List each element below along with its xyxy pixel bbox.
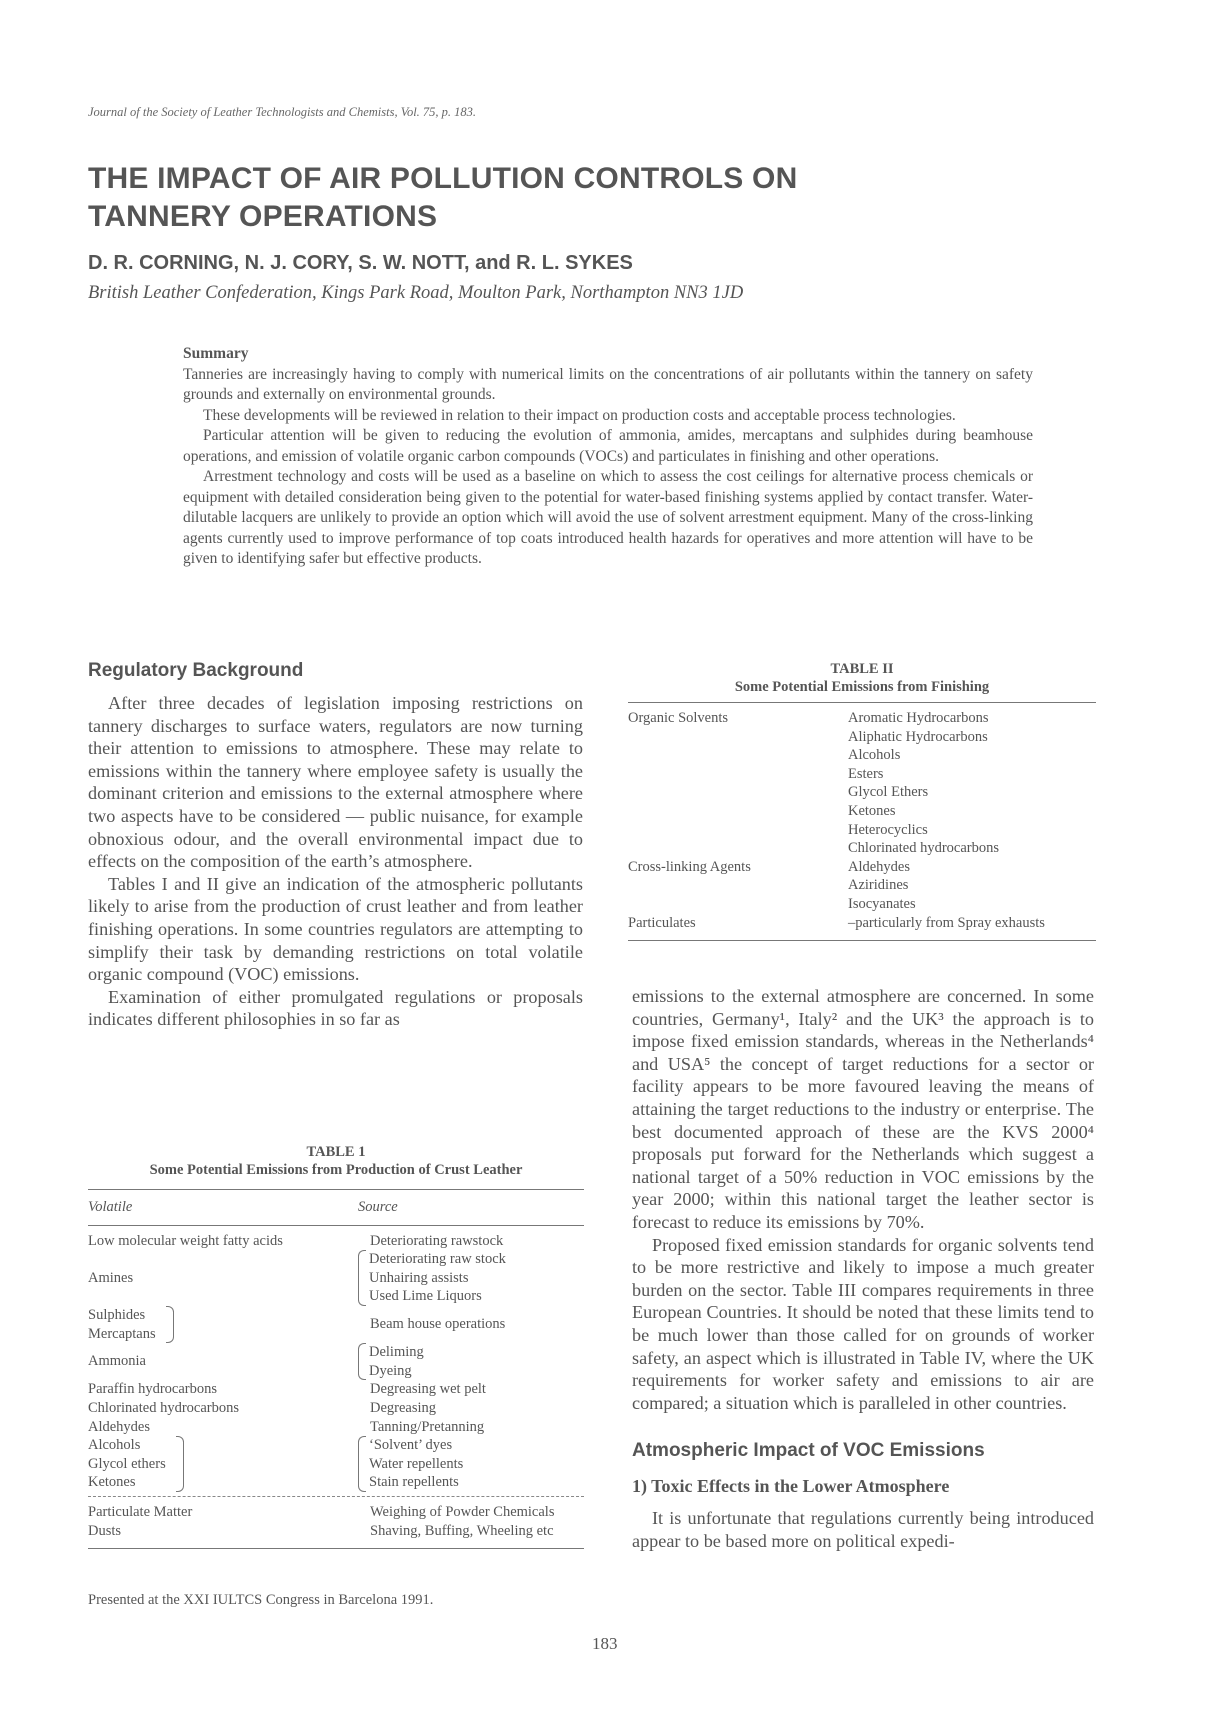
table-1-body [88, 1232, 584, 1492]
brace-left-icon [358, 1343, 366, 1380]
column-header-volatile: Volatile [88, 1199, 133, 1215]
table-dashed-divider [88, 1496, 584, 1497]
source-line: Deliming [369, 1344, 424, 1361]
title-line-2: TANNERY OPERATIONS [88, 200, 438, 233]
volatile-cell: Amines [88, 1269, 134, 1286]
section-heading-atmospheric: Atmospheric Impact of VOC Emissions [632, 1440, 985, 1462]
body-paragraph: emissions to the external atmosphere are concerned. In some countries, Germany¹, Italy² and the UK³ the approach is to impose fixed emission standards, whereas in the Netherlands⁴ and USA⁵ the concept of target reductions for a sector or facility appears to be more favoured leaving the means of attaining the target reductions to the industry or enterprise. The best documented approach of these are the KVS 2000⁴ proposals put forward for the Netherlands which suggest a national target of a 50% reduction in VOC emissions by the year 2000; within this national target the leather sector is forecast to reduce its emissions by 70%. [632, 986, 1094, 1232]
source-cell: Degreasing [370, 1399, 437, 1416]
table-2-caption: Some Potential Emissions from Finishing [734, 679, 990, 695]
table-2 [628, 660, 1096, 947]
source-line: ‘Solvent’ dyes [369, 1437, 453, 1454]
table-row [628, 783, 1096, 802]
category-cell: Particulates [628, 914, 696, 931]
table-row [628, 914, 1096, 933]
paper-title [88, 160, 988, 236]
emission-cell: Heterocyclics [848, 821, 928, 838]
source-cell: Shaving, Buffing, Wheeling etc [370, 1522, 554, 1539]
volatile-cell: Particulate Matter [88, 1503, 193, 1520]
category-cell [628, 765, 848, 784]
table-row [88, 1343, 584, 1380]
table-row [628, 802, 1096, 821]
page-number: 183 [592, 1634, 618, 1653]
brace-right-icon [176, 1436, 184, 1492]
volatile-cell: Aldehydes [88, 1418, 151, 1435]
category-cell [628, 876, 848, 895]
category-cell [628, 895, 848, 914]
emission-cell: Chlorinated hydrocarbons [848, 840, 1000, 857]
affiliation: British Leather Confederation, Kings Park Road, Moulton Park, Northampton NN3 1JD [88, 283, 744, 303]
brace-left-icon [358, 1436, 366, 1492]
summary-paragraph: Particular attention will be given to reducing the evolution of ammonia, amides, mercaptans and sulphides during beamhouse operations, and emission of volatile organic carbon compounds (VOCs) and particulates in finishing and other operations. [183, 427, 1033, 465]
presentation-footnote: Presented at the XXI IULTCS Congress in Barcelona 1991. [88, 1592, 434, 1608]
volatile-cell: Paraffin hydrocarbons [88, 1381, 217, 1398]
authors: D. R. CORNING, N. J. CORY, S. W. NOTT, and R. L. SYKES [88, 252, 633, 274]
summary-heading: Summary [183, 345, 249, 362]
source-cell: Degreasing wet pelt [370, 1381, 486, 1398]
source-cell [358, 1436, 584, 1492]
summary-paragraph: Arrestment technology and costs will be used as a baseline on which to assess the cost ceilings for alternative process chemicals or equipment with detailed consideration being given to the potential for water-based finishing systems applied by contact transfer. Water-dilutable lacquers are unlikely to provide an option which will avoid the use of solvent arrestment equipment. Many of the cross-linking agents currently used to improve performance of top coats introduced health hazards for operatives and more attention will have to be given to identifying safer but effective products. [183, 468, 1033, 567]
table-1-label: TABLE 1 [306, 1144, 366, 1160]
table-2-body [628, 709, 1096, 932]
volatile-cell: Low molecular weight fatty acids [88, 1232, 283, 1249]
volatile-cell: Dusts [88, 1522, 122, 1539]
emission-cell: Alcohols [848, 747, 901, 764]
category-cell [628, 821, 848, 840]
table-2-label: TABLE II [830, 661, 894, 677]
table-row [628, 876, 1096, 895]
source-cell [358, 1343, 584, 1380]
table-1-caption: Some Potential Emissions from Production of Crust Leather [149, 1162, 523, 1178]
emission-cell: Glycol Ethers [848, 784, 929, 801]
table-1-particulates [88, 1503, 584, 1540]
category-cell [628, 746, 848, 765]
title-line-1: THE IMPACT OF AIR POLLUTION CONTROLS ON [88, 162, 798, 195]
category-cell [628, 728, 848, 747]
category-cell: Organic Solvents [628, 710, 729, 726]
source-cell: Beam house operations [370, 1316, 506, 1333]
column-header-source: Source [358, 1199, 398, 1215]
journal-citation: Journal of the Society of Leather Technologists and Chemists, Vol. 75, p. 183. [88, 105, 477, 119]
summary-block [183, 344, 1033, 570]
table-row [628, 858, 1096, 877]
volatile-line: Ketones [88, 1474, 136, 1491]
emission-cell: –particularly from Spray exhausts [848, 914, 1045, 931]
volatile-cell [88, 1306, 358, 1343]
table-row [88, 1436, 584, 1492]
body-paragraph: Examination of either promulgated regulations or proposals indicates different philosophies in so far as [88, 986, 583, 1030]
category-cell: Cross-linking Agents [628, 858, 751, 875]
table-row [88, 1503, 584, 1522]
emission-cell: Aliphatic Hydrocarbons [848, 728, 988, 745]
emission-cell: Esters [848, 765, 884, 782]
emission-cell: Aziridines [848, 877, 909, 894]
table-rule [88, 1225, 584, 1226]
table-row [628, 895, 1096, 914]
category-cell [628, 783, 848, 802]
source-cell: Tanning/Pretanning [370, 1418, 485, 1435]
volatile-line: Alcohols [88, 1437, 141, 1454]
table-1-header [88, 1190, 584, 1225]
brace-right-icon [166, 1306, 174, 1343]
source-cell: Deteriorating rawstock [370, 1232, 504, 1249]
emission-cell: Aromatic Hydrocarbons [848, 710, 989, 726]
brace-left-icon [358, 1250, 366, 1306]
volatile-line: Sulphides [88, 1306, 146, 1323]
volatile-cell: Chlorinated hydrocarbons [88, 1399, 240, 1416]
table-1 [88, 1143, 584, 1549]
body-paragraph: Tables I and II give an indication of the atmospheric pollutants likely to arise from the production of crust leather and from leather finishing operations. In some countries regulators are attempting to simplify their task by demanding restrictions on total volatile organic compound (VOC) emissions. [88, 873, 583, 985]
body-paragraph: Proposed fixed emission standards for organic solvents tend to be more restrictive and likely to impose a much greater burden on the sector. Table III compares requirements in three European Countries. It should be noted that these limits tend to be much lower than those called for on grounds of worker safety, an aspect which is illustrated in Table IV, where the UK requirements for worker safety and emissions to air are compared; a situation which is paralleled in other countries. [632, 1234, 1094, 1413]
right-column [632, 985, 1094, 1552]
source-cell [358, 1250, 584, 1306]
table-row [88, 1250, 584, 1306]
summary-paragraph: Tanneries are increasingly having to comply with numerical limits on the concentrations of air pollutants within the tannery on safety grounds and externally on environmental grounds. [183, 365, 1033, 403]
body-paragraph: It is unfortunate that regulations currently being introduced appear to be based more on political expedi- [632, 1508, 1094, 1551]
table-row [628, 709, 1096, 728]
table-row [628, 821, 1096, 840]
source-line: Used Lime Liquors [369, 1288, 482, 1305]
source-line: Unhairing assists [369, 1269, 469, 1286]
category-cell [628, 839, 848, 858]
source-line: Stain repellents [369, 1474, 459, 1491]
table-row [628, 765, 1096, 784]
summary-paragraph: These developments will be reviewed in relation to their impact on production costs and acceptable process technologies. [203, 406, 956, 424]
table-row [88, 1418, 584, 1437]
table-rule [628, 940, 1096, 941]
table-row [628, 728, 1096, 747]
volatile-cell [88, 1436, 358, 1492]
volatile-cell: Ammonia [88, 1353, 146, 1370]
left-column [88, 660, 583, 1031]
table-row [628, 839, 1096, 858]
emission-cell: Isocyanates [848, 895, 916, 912]
source-line: Deteriorating raw stock [369, 1251, 506, 1268]
table-row [88, 1380, 584, 1399]
table-row [88, 1232, 584, 1251]
section-heading-regulatory: Regulatory Background [88, 660, 304, 681]
table-rule [88, 1548, 584, 1549]
table-row [628, 746, 1096, 765]
table-rule [628, 702, 1096, 703]
source-line: Water repellents [369, 1455, 464, 1472]
subsection-heading-toxic: 1) Toxic Effects in the Lower Atmosphere [632, 1476, 950, 1497]
emission-cell: Aldehydes [848, 858, 911, 875]
volatile-line: Glycol ethers [88, 1455, 166, 1472]
body-paragraph: After three decades of legislation imposing restrictions on tannery discharges to surface waters, regulators are now turning their attention to emissions to atmosphere. These may relate to emissions within the tannery where employee safety is usually the dominant criterion and emissions to the external atmosphere where two aspects have to be considered — public nuisance, for example obnoxious odour, and the overall environmental impact due to effects on the composition of the earth’s atmosphere. [88, 693, 583, 872]
source-cell: Weighing of Powder Chemicals [370, 1503, 555, 1520]
category-cell [628, 802, 848, 821]
emission-cell: Ketones [848, 802, 896, 819]
table-row [88, 1399, 584, 1418]
volatile-line: Mercaptans [88, 1325, 156, 1342]
source-line: Dyeing [369, 1362, 412, 1379]
table-row [88, 1306, 584, 1343]
table-row [88, 1522, 584, 1541]
